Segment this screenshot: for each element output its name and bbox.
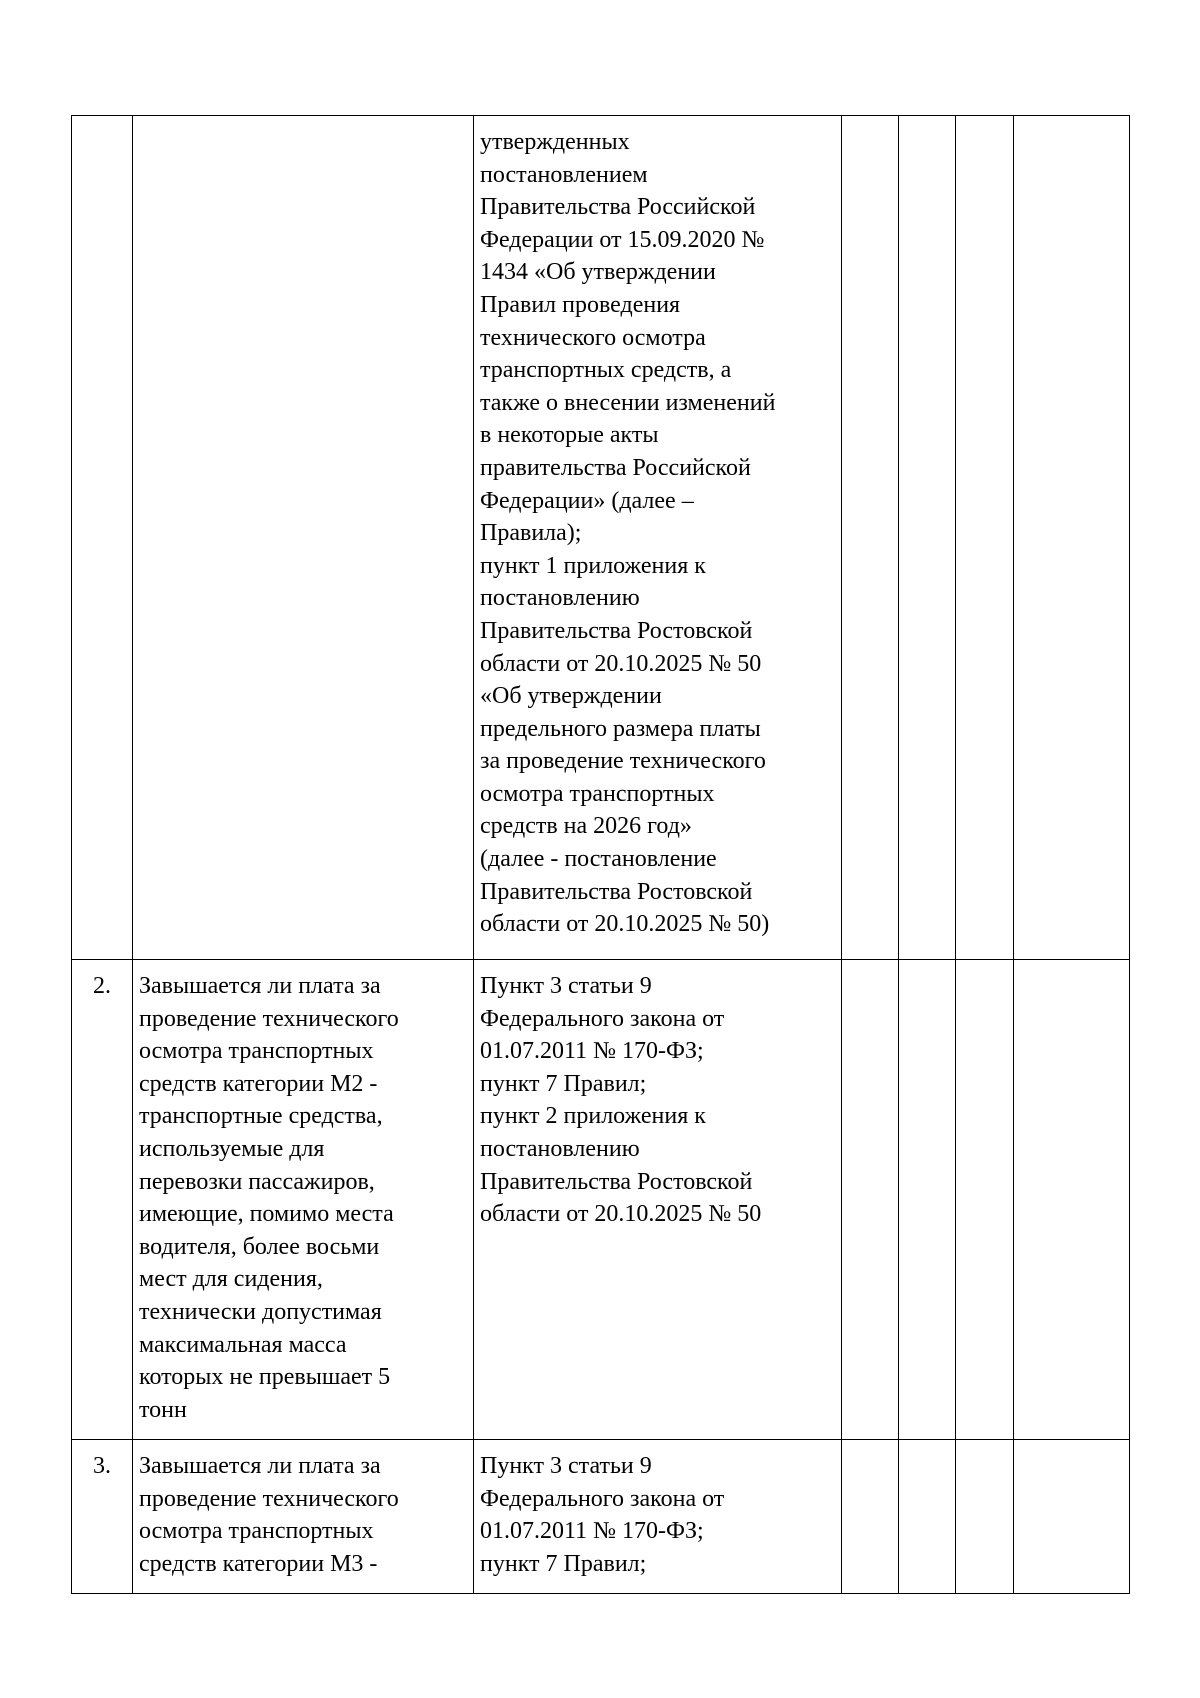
- text-line: транспортных средств, а: [480, 357, 732, 384]
- table-row: [72, 1440, 1130, 1594]
- text-line: технического осмотра: [480, 324, 706, 351]
- note-cell: [1014, 960, 1130, 1440]
- text-line: пункт 2 приложения к: [480, 1103, 706, 1130]
- text-line: Правительства Российской: [480, 194, 756, 221]
- text-line: пункт 7 Правил;: [480, 1070, 647, 1097]
- text-line: Правила);: [480, 520, 582, 547]
- text-line: 1434 «Об утверждении: [480, 259, 716, 286]
- text-line: осмотра транспортных: [139, 1038, 374, 1065]
- text-line: транспортные средства,: [139, 1103, 383, 1130]
- row-number-cell: 2.: [72, 960, 133, 1440]
- text-line: Пункт 3 статьи 9: [480, 973, 652, 999]
- text-line: тонн: [139, 1396, 187, 1423]
- answer-yes-cell: [842, 1440, 899, 1594]
- text-line: средств категории М2 -: [139, 1070, 378, 1097]
- text-line: 01.07.2011 № 170-ФЗ;: [480, 1038, 704, 1065]
- row-number-cell: [72, 116, 133, 960]
- answer-yes-cell: [842, 116, 899, 960]
- text-line: осмотра транспортных: [480, 780, 715, 807]
- text-line: средств на 2026 год»: [480, 813, 692, 840]
- text-line: имеющие, помимо места: [139, 1201, 394, 1228]
- question-cell: [133, 1440, 474, 1594]
- answer-no-cell: [899, 960, 956, 1440]
- text-line: области от 20.10.2025 № 50: [480, 1201, 762, 1228]
- legal-basis-cell: [474, 116, 842, 960]
- text-line: осмотра транспортных: [139, 1518, 374, 1545]
- question-cell: [133, 960, 474, 1440]
- row-number-cell: 3.: [72, 1440, 133, 1594]
- text-line: «Об утверждении: [480, 683, 662, 710]
- text-line: Правил проведения: [480, 291, 681, 318]
- text-line: постановлению: [480, 1135, 640, 1162]
- table-row: [72, 960, 1130, 1440]
- text-line: (далее - постановление: [480, 846, 717, 873]
- text-line: используемые для: [139, 1135, 325, 1162]
- text-line: перевозки пассажиров,: [139, 1168, 375, 1195]
- text-line: области от 20.10.2025 № 50): [480, 911, 770, 938]
- answer-not-applicable-cell: [956, 960, 1014, 1440]
- text-line: Правительства Ростовской: [480, 617, 753, 644]
- text-line: Завышается ли плата за: [139, 973, 381, 999]
- text-line: утвержденных: [480, 129, 630, 155]
- text-line: максимальная масса: [139, 1331, 347, 1358]
- text-line: постановлением: [480, 161, 648, 188]
- text-line: проведение технического: [139, 1005, 399, 1032]
- note-cell: [1014, 116, 1130, 960]
- text-line: которых не превышает 5: [139, 1364, 391, 1391]
- text-line: постановлению: [480, 585, 640, 612]
- text-line: мест для сидения,: [139, 1266, 323, 1293]
- text-line: предельного размера платы: [480, 715, 761, 742]
- text-line: в некоторые акты: [480, 422, 659, 449]
- answer-no-cell: [899, 1440, 956, 1594]
- text-line: Федерации» (далее –: [480, 487, 694, 514]
- text-line: пункт 7 Правил;: [480, 1550, 647, 1577]
- question-cell: [133, 116, 474, 960]
- text-line: Федерации от 15.09.2020 №: [480, 226, 765, 253]
- text-line: средств категории М3 -: [139, 1550, 378, 1577]
- text-line: Правительства Ростовской: [480, 878, 753, 905]
- answer-yes-cell: [842, 960, 899, 1440]
- text-line: водителя, более восьми: [139, 1233, 380, 1260]
- legal-basis-cell: [474, 1440, 842, 1594]
- text-line: проведение технического: [139, 1485, 399, 1512]
- text-line: Правительства Ростовской: [480, 1168, 753, 1195]
- table-row: [72, 116, 1130, 960]
- text-line: Пункт 3 статьи 9: [480, 1453, 652, 1479]
- answer-no-cell: [899, 116, 956, 960]
- text-line: технически допустимая: [139, 1298, 382, 1325]
- text-line: за проведение технического: [480, 748, 766, 775]
- text-line: также о внесении изменений: [480, 389, 776, 416]
- text-line: Федерального закона от: [480, 1485, 725, 1512]
- text-line: области от 20.10.2025 № 50: [480, 650, 762, 677]
- text-line: правительства Российской: [480, 454, 751, 481]
- text-line: пункт 1 приложения к: [480, 552, 706, 579]
- answer-not-applicable-cell: [956, 116, 1014, 960]
- note-cell: [1014, 1440, 1130, 1594]
- answer-not-applicable-cell: [956, 1440, 1014, 1594]
- legal-basis-cell: [474, 960, 842, 1440]
- checklist-table: [71, 115, 1130, 1594]
- text-line: Федерального закона от: [480, 1005, 725, 1032]
- text-line: 01.07.2011 № 170-ФЗ;: [480, 1518, 704, 1545]
- text-line: Завышается ли плата за: [139, 1453, 381, 1479]
